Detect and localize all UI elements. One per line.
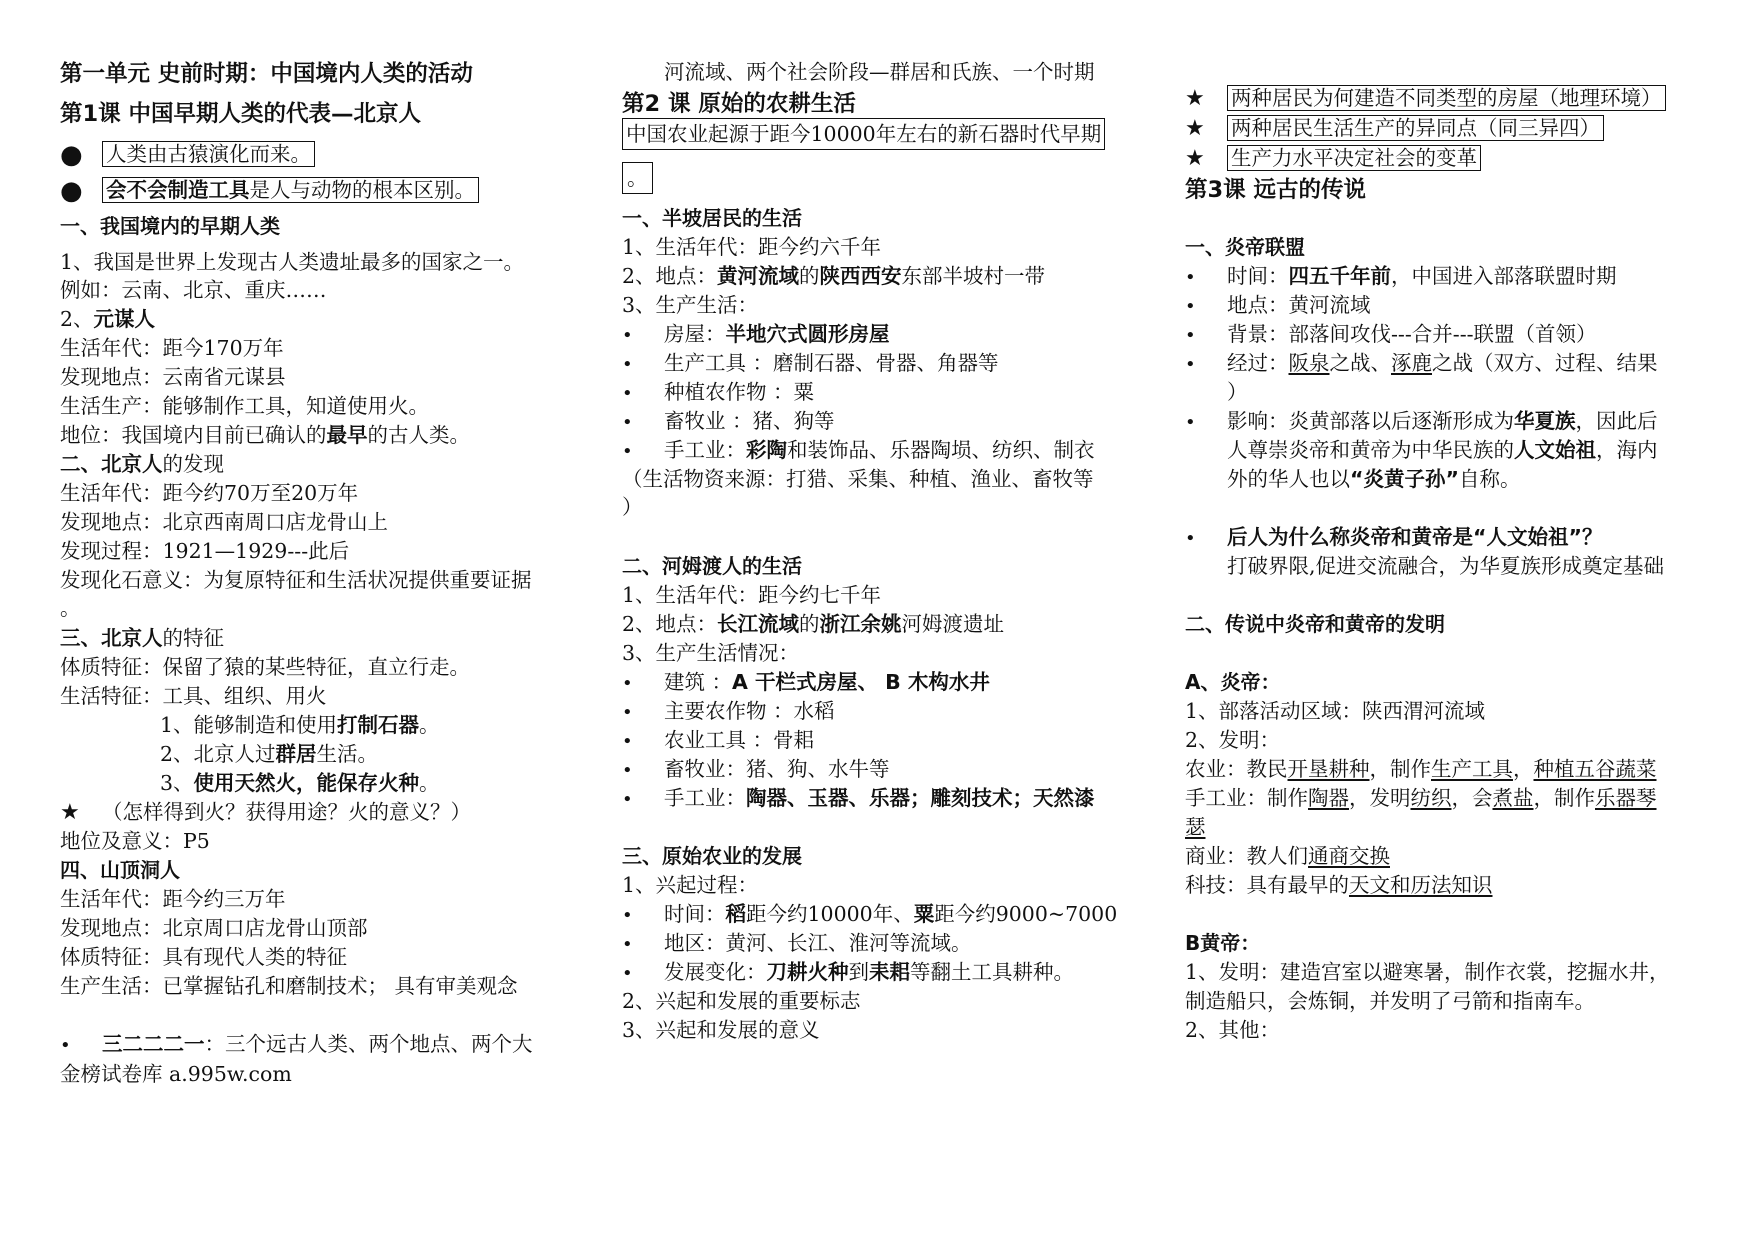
list-item: • 影响：炎黄部落以后逐渐形成为华夏族，因此后 <box>1185 407 1658 437</box>
text-line: 2、兴起和发展的重要标志 <box>622 989 861 1013</box>
dot-icon: ● <box>60 176 83 206</box>
text-line: 生活生产：能够制作工具，知道使用火。 <box>60 394 429 418</box>
text-line: 3、生产生活情况： <box>622 641 800 665</box>
list-item: • 畜牧业：猪、狗、水牛等 <box>622 755 890 785</box>
text-line: 1、生活年代：距今约六千年 <box>622 235 882 259</box>
star-icon: ★ <box>1185 146 1205 171</box>
text-line: 生活年代：距今约三万年 <box>60 887 286 911</box>
list-item: • 发展变化：刀耕火种到耒耜等翻土工具耕种。 <box>622 958 1074 988</box>
bullet-icon: • <box>1185 354 1196 375</box>
text-line: 发现地点：北京周口店龙骨山顶部 <box>60 916 368 940</box>
list-item: • 经过：阪泉之战、涿鹿之战（双方、过程、结果 <box>1185 349 1658 379</box>
text-line: 发现过程：1921—1929---此后 <box>60 539 350 563</box>
text-line: 3、兴起和发展的意义 <box>622 1018 820 1042</box>
text-line: 地位及意义：P5 <box>60 829 210 853</box>
text-line: 生活年代：距今约70万至20万年 <box>60 481 359 505</box>
bullet-icon: • <box>1185 296 1196 317</box>
key-point-box: 中国农业起源于距今10000年左右的新石器时代早期 <box>622 120 1105 148</box>
footer-source: 金榜试卷库 a.995w.com <box>60 1062 292 1086</box>
text-line: 体质特征：具有现代人类的特征 <box>60 945 347 969</box>
text-line: 2、地点：黄河流域的陕西西安东部半坡村一带 <box>622 264 1046 288</box>
list-item: • 种植农作物 ：粟 <box>622 378 814 408</box>
key-point: ★ 两种居民生活生产的异同点（同三异四） <box>1185 114 1604 143</box>
sub-heading: B黄帝： <box>1185 931 1261 955</box>
text-line: 发现地点：北京西南周口店龙骨山上 <box>60 510 388 534</box>
bullet-icon: • <box>1185 325 1196 346</box>
list-item: • 畜牧业 ：猪、狗等 <box>622 407 835 437</box>
star-icon: ★ <box>1185 116 1205 141</box>
text-line: 。 <box>60 596 81 620</box>
key-point: ★ 两种居民为何建造不同类型的房屋（地理环境） <box>1185 84 1666 113</box>
text-line: 2、发明： <box>1185 728 1281 752</box>
list-item: • 背景：部落间攻伐---合并---联盟（首领） <box>1185 320 1597 350</box>
text-line: 生活年代：距今170万年 <box>60 336 284 360</box>
text-line: ） <box>622 495 643 519</box>
bullet-icon: • <box>622 789 633 810</box>
list-item: • 主要农作物 ：水稻 <box>622 697 835 727</box>
section-heading: 四、山顶洞人 <box>60 858 180 882</box>
text-line: 2、北京人过群居生活。 <box>160 742 379 766</box>
section-heading: 二、传说中炎帝和黄帝的发明 <box>1185 612 1445 636</box>
text-line: 打破界限,促进交流融合，为华夏族形成奠定基础 <box>1227 554 1665 578</box>
section-heading: 二、河姆渡人的生活 <box>622 554 802 578</box>
dot-icon: ● <box>60 140 83 170</box>
bullet-icon: • <box>60 1035 71 1056</box>
text-line: 发现化石意义：为复原特征和生活状况提供重要证据 <box>60 568 532 592</box>
text-line: ★ （怎样得到火？获得用途？火的意义？） <box>60 800 471 825</box>
text-line: 3、使用天然火，能保存火种。 <box>160 771 440 795</box>
star-icon: ★ <box>60 800 80 825</box>
list-item: • 建筑 ：A 干栏式房屋、 B 木构水井 <box>622 668 990 698</box>
bullet-icon: • <box>622 354 633 375</box>
text-line: 人尊崇炎帝和黄帝为中华民族的人文始祖，海内 <box>1227 438 1658 462</box>
text-line: ） <box>1227 380 1248 404</box>
bullet-icon: • <box>1185 412 1196 433</box>
bullet-icon: • <box>622 760 633 781</box>
text-line: 例如：云南、北京、重庆…… <box>60 278 327 302</box>
bullet-icon: • <box>1185 528 1196 549</box>
text-line: 3、生产生活： <box>622 293 759 317</box>
section-heading: 三、北京人的特征 <box>60 626 224 650</box>
lesson-3-title: 第3课 远古的传说 <box>1185 177 1366 203</box>
section-heading: 一、炎帝联盟 <box>1185 235 1305 259</box>
list-item: • 时间：四五千年前，中国进入部落联盟时期 <box>1185 262 1617 292</box>
text-line: 2、地点：长江流域的浙江余姚河姆渡遗址 <box>622 612 1005 636</box>
key-point-2 <box>60 176 479 204</box>
text-line: （生活物资来源：打猎、采集、种植、渔业、畜牧等 <box>622 467 1094 491</box>
text-line: 生产生活：已掌握钻孔和磨制技术； 具有审美观念 <box>60 974 518 998</box>
text-line: 2、其他： <box>1185 1018 1281 1042</box>
list-item: • 后人为什么称炎帝和黄帝是“人文始祖”？ <box>1185 523 1602 553</box>
unit-title: 第一单元 史前时期：中国境内人类的活动 <box>60 61 473 87</box>
text-line: 地位：我国境内目前已确认的最早的古人类。 <box>60 423 470 447</box>
list-item: • 生产工具 ：磨制石器、骨器、角器等 <box>622 349 999 379</box>
text-line: 发现地点：云南省元谋县 <box>60 365 286 389</box>
text-line: 科技：具有最早的天文和历法知识 <box>1185 873 1493 897</box>
text-line: 农业：教民开垦耕种，制作生产工具，种植五谷蔬菜 <box>1185 757 1657 781</box>
lesson-1-title: 第1课 中国早期人类的代表—北京人 <box>60 101 421 127</box>
section-heading: 一、我国境内的早期人类 <box>60 214 280 238</box>
list-item: • 地点：黄河流域 <box>1185 291 1371 321</box>
text-line: • 三二二二一：三个远古人类、两个地点、两个大 <box>60 1030 533 1060</box>
bullet-icon: • <box>622 702 633 723</box>
bullet-icon: • <box>622 934 633 955</box>
key-point-box: 。 <box>622 164 653 192</box>
text-line: 1、发明：建造宫室以避寒暑，制作衣裳，挖掘水井， <box>1185 960 1670 984</box>
text-line: 2、元谋人 <box>60 307 156 331</box>
list-item: • 手工业：彩陶和装饰品、乐器陶埙、纺织、制衣 <box>622 436 1095 466</box>
text-line: 瑟 <box>1185 815 1206 839</box>
text-line: 1、生活年代：距今约七千年 <box>622 583 882 607</box>
text-line: 生活特征：工具、组织、用火 <box>60 684 327 708</box>
section-heading: 二、北京人的发现 <box>60 452 224 476</box>
section-heading: 一、半坡居民的生活 <box>622 206 802 230</box>
key-point-2-box: 会不会制造工具是人与动物的根本区别。 <box>102 177 479 203</box>
bullet-icon: • <box>622 441 633 462</box>
text-line: 1、能够制造和使用打制石器。 <box>160 713 440 737</box>
text-line: 商业：教人们通商交换 <box>1185 844 1390 868</box>
bullet-icon: • <box>622 673 633 694</box>
star-icon: ★ <box>1185 86 1205 111</box>
lesson-2-title: 第2 课 原始的农耕生活 <box>622 91 856 117</box>
list-item: • 时间：稻距今约10000年、粟距今约9000~7000 <box>622 900 1117 930</box>
bullet-icon: • <box>622 963 633 984</box>
text-line: 1、我国是世界上发现古人类遗址最多的国家之一。 <box>60 250 525 274</box>
bullet-icon: • <box>622 905 633 926</box>
key-point-1-box: 人类由古猿演化而来。 <box>102 141 315 167</box>
bullet-icon: • <box>622 731 633 752</box>
text-line: 手工业：制作陶器，发明纺织，会煮盐，制作乐器琴 <box>1185 786 1657 810</box>
bullet-icon: • <box>622 325 633 346</box>
text-line: 体质特征：保留了猿的某些特征，直立行走。 <box>60 655 470 679</box>
list-item: • 手工业：陶器、玉器、乐器；雕刻技术；天然漆 <box>622 784 1095 814</box>
bullet-icon: • <box>1185 267 1196 288</box>
text-line: 1、部落活动区域：陕西渭河流域 <box>1185 699 1486 723</box>
text-line: 河流域、两个社会阶段—群居和氏族、一个时期 <box>664 60 1095 84</box>
section-heading: 三、原始农业的发展 <box>622 844 802 868</box>
text-line: 外的华人也以“炎黄子孙”自称。 <box>1227 467 1521 491</box>
list-item: • 农业工具 ：骨耜 <box>622 726 814 756</box>
list-item: • 房屋：半地穴式圆形房屋 <box>622 320 890 350</box>
sub-heading: A、炎帝： <box>1185 670 1281 694</box>
text-line: 制造船只，会炼铜，并发明了弓箭和指南车。 <box>1185 989 1595 1013</box>
bullet-icon: • <box>622 412 633 433</box>
key-point: ★ 生产力水平决定社会的变革 <box>1185 144 1481 173</box>
key-point-1 <box>60 140 315 168</box>
bullet-icon: • <box>622 383 633 404</box>
list-item: • 地区：黄河、长江、淮河等流域。 <box>622 929 972 959</box>
text-line: 1、兴起过程： <box>622 873 759 897</box>
